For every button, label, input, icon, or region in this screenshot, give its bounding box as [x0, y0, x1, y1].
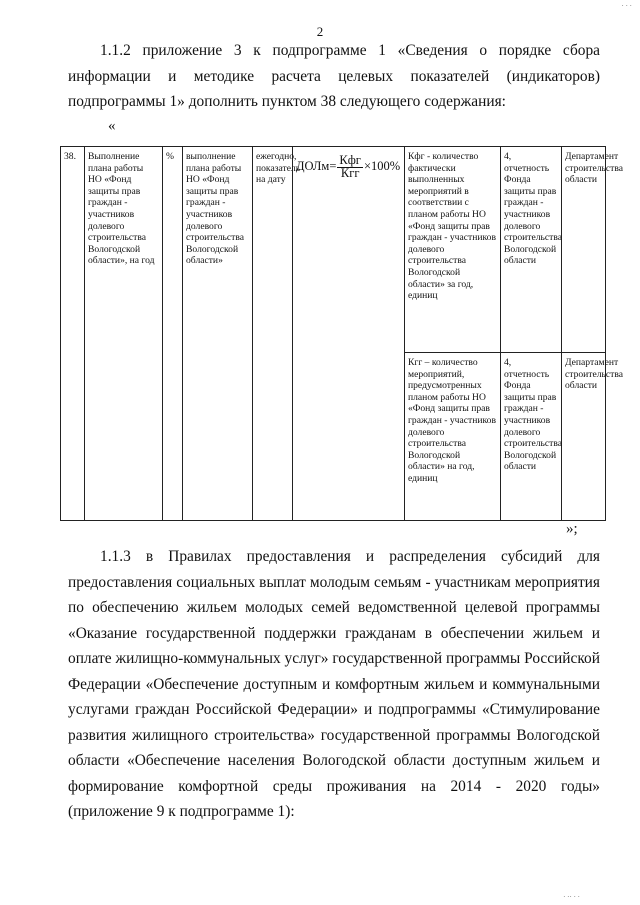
- collection-method: 4, отчетность Фонда защиты прав граждан - участников долевого строительства Вологодской области: [501, 353, 562, 521]
- time-characteristic: ежегодно, показатель на дату: [253, 147, 293, 521]
- table-row: [61, 147, 606, 353]
- formula-denominator: Кгг: [340, 165, 360, 180]
- formula-lhs: ДОЛм=: [296, 159, 337, 174]
- basic-indicator-description: Кфг - количество фактически выполненных мероприятий в соответствии с планом работы НО «Фонд защиты прав граждан - участников долевого строительства Вологодской области» за год, единиц: [405, 147, 501, 353]
- responsible-body: Департамент строительства области: [562, 147, 606, 353]
- opening-quote: «: [108, 118, 116, 134]
- formula-numerator: Кфг: [339, 153, 361, 167]
- corner-mark-top: · · ·: [621, 2, 632, 10]
- row-number: 38.: [61, 147, 85, 521]
- unit-of-measure: %: [163, 147, 183, 521]
- closing-quote: »;: [566, 521, 578, 537]
- collection-method: 4, отчетность Фонда защиты прав граждан - участников долевого строительства Вологодской области: [501, 147, 562, 353]
- calculation-formula: [296, 155, 401, 179]
- indicator-definition: выполнение плана работы НО «Фонд защиты прав граждан - участников долевого строительства Вологодской области»: [183, 147, 253, 521]
- formula-suffix: ×100%: [363, 159, 401, 174]
- paragraph-1-1-3: 1.1.3 в Правилах предоставления и распределения субсидий для предоставления социальных выплат молодым семьям - участникам мероприятия по обеспечению жильем молодых семей ведомственной целевой программы «Оказание государственной поддержки гражданам в обеспечении жильем и оплате жилищно-коммунальных услуг» государственной программы Российской Федерации «Обеспечение доступным и комфортным жильем и коммунальными услугами граждан Российской Федерации» и подпрограммы «Стимулирование развития жилищного строительства» государственной программы Вологодской области «Обеспечение населения Вологодской области доступным жильем и формирование комфортной среды проживания на 2014 - 2020 годы» (приложение 9 к подпрограмме 1):: [68, 548, 600, 820]
- formula-fraction: [337, 155, 363, 179]
- corner-mark-bottom: · ·· · ·: [563, 893, 580, 901]
- responsible-body: Департамент строительства области: [562, 353, 606, 521]
- formula-cell: [293, 147, 405, 521]
- indicator-table: [60, 146, 624, 521]
- paragraph-1-1-2: 1.1.2 приложение 3 к подпрограмме 1 «Сведения о порядке сбора информации и методике расчета целевых показателей (индикаторов) подпрограммы 1» дополнить пунктом 38 следующего содержания:: [68, 42, 600, 110]
- basic-indicator-description: Кгг – количество мероприятий, предусмотренных планом работы НО «Фонд защиты прав граждан - участников долевого строительства Вологодской области» на год, единиц: [405, 353, 501, 521]
- page-number: 2: [316, 24, 324, 39]
- indicator-name: Выполнение плана работы НО «Фонд защиты прав граждан - участников долевого строительства Вологодской области», на год: [85, 147, 163, 521]
